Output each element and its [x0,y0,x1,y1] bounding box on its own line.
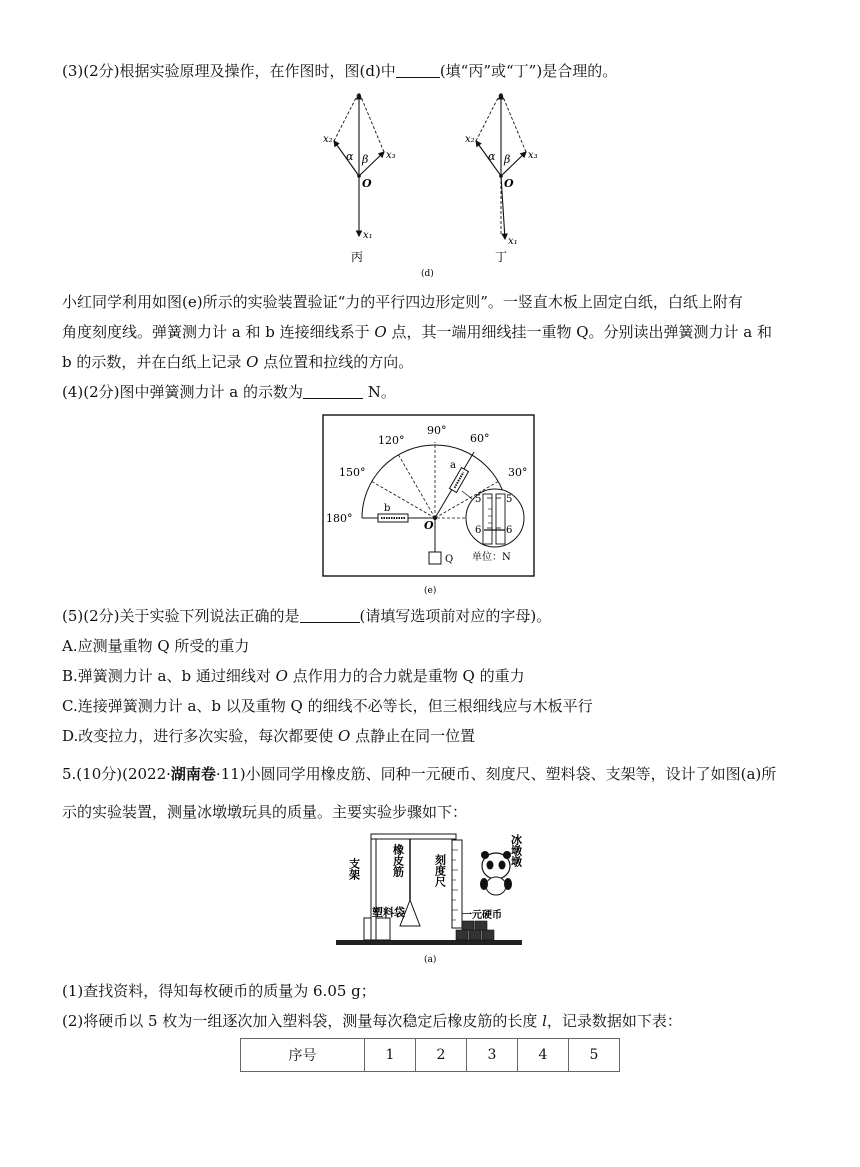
q5-option-d-2: 点静止在同一位置 [350,727,476,745]
d-left-beta: β [362,153,369,166]
figure-d [315,86,555,281]
problem-5-source: 湖南卷 [170,765,216,783]
intro-line-2-o: O [374,323,387,341]
problem-5-line-2: 示的实验装置，测量冰墩墩玩具的质量。主要实验步骤如下： [62,803,468,821]
data-table [240,1038,620,1072]
ruler [452,840,462,928]
q5-option-b-o: O [275,667,288,685]
d-right-beta: β [504,153,511,166]
q5-option-d-1: D.改变拉力，进行多次实验，每次都要使 [62,727,339,745]
label-coin: 一元硬币 [462,910,502,921]
bing-dwen-dwen-toy [480,851,512,895]
scale-5-right: 5 [506,494,513,505]
angle-30: 30° [508,466,528,479]
intro-line-3-o: O [246,353,259,371]
label-b: b [384,503,391,514]
coin-stacks [456,921,494,940]
figure-e [322,414,536,598]
intro-line-2-b: 点，其一端用细线挂一重物 Q。分别读出弹簧测力计 a 和 [386,323,773,341]
q3-prefix: (3)(2分)根据实验原理及操作，在作图时，图(d)中 [62,62,396,80]
label-ruler: 刻度尺 [433,854,447,887]
unit-label: 单位：N [472,552,511,563]
figure-e-caption: (e) [424,586,437,596]
table-col-4: 4 [518,1039,569,1072]
q5-stem-text: (5)(2分)关于实验下列说法正确的是 [62,607,300,625]
stand-pole [371,838,376,940]
label-a: a [450,460,456,471]
label-q: Q [445,554,454,565]
intro-line-2 [62,321,822,343]
angle-90: 90° [427,424,447,437]
table-base [336,940,522,945]
d-right-label: 丁 [495,250,508,264]
q3-answer-blank[interactable] [396,62,440,78]
q4-line [62,381,822,403]
d-left-o: O [362,177,372,190]
q4-prefix: (4)(2分)图中弹簧测力计 a 的示数为 [62,383,303,401]
intro-line-1: 小红同学利用如图(e)所示的实验装置验证“力的平行四边形定则”。一竖直木板上固定白纸，白纸上附有 [62,293,743,311]
problem-5-text: ·11)小圆同学用橡皮筋、同种一元硬币、刻度尺、塑料袋、支架等，设计了如图(a)所 [215,765,777,783]
diagram-bing [334,92,384,236]
d-left-label: 丙 [351,250,364,264]
q4-suffix: N。 [362,383,396,401]
d-right-o: O [504,177,514,190]
figure-a [334,828,524,966]
intro-line-2-a: 角度刻度线。弹簧测力计 a 和 b 连接细线系于 [62,323,375,341]
label-rubber-band: 橡皮筋 [391,844,405,877]
q5-stem [62,605,822,627]
table-col-5: 5 [569,1039,620,1072]
table-row [241,1039,620,1072]
stand-arm [371,834,456,839]
q5-option-c: C.连接弹簧测力计 a、b 以及重物 Q 的细线不必等长，但三根细线应与木板平行 [62,697,593,715]
table-col-3: 3 [467,1039,518,1072]
d-left-x1: x₁ [363,230,373,241]
table-col-2: 2 [416,1039,467,1072]
problem-5-number: 5.(10分)(2022· [62,765,171,783]
d-right-x2: x₂ [465,134,475,145]
scale-6-right: 6 [506,525,513,536]
figure-d-caption: (d) [421,269,434,279]
intro-line-3 [62,351,822,373]
diagram-ding [476,92,526,239]
q5-option-a: A.应测量重物 Q 所受的重力 [62,637,250,655]
step-1: (1)查找资料，得知每枚硬币的质量为 6.05 g； [62,982,376,1000]
step-2 [62,1010,822,1032]
figure-a-caption: (a) [424,955,437,965]
q3-suffix: (填“丙”或“丁”)是合理的。 [439,62,618,80]
q5-option-b-2: 点作用力的合力就是重物 Q 的重力 [287,667,525,685]
angle-180: 180° [326,512,353,525]
d-right-x3: x₃ [528,150,538,161]
q5-option-d-o: O [338,727,351,745]
q5-option-d [62,725,822,747]
scale-5-left: 5 [475,494,482,505]
q3-line [62,60,822,82]
q5-option-b [62,665,822,687]
scale-6-left: 6 [475,525,482,536]
weight-q [429,552,441,564]
step-2-l: l [542,1012,547,1030]
angle-120: 120° [378,434,405,447]
label-o: O [424,519,434,532]
d-left-x3: x₃ [386,150,396,161]
q5-answer-blank[interactable] [300,607,360,623]
q5-option-b-1: B.弹簧测力计 a、b 通过细线对 [62,667,276,685]
d-left-x2: x₂ [323,134,333,145]
table-col-1: 1 [365,1039,416,1072]
d-right-x1: x₁ [508,236,518,247]
d-left-alpha: α [346,150,354,163]
step-2-b: ，记录数据如下表： [546,1012,682,1030]
intro-line-3-a: b 的示数，并在白纸上记录 [62,353,247,371]
spring-scale-b [378,514,408,522]
step-2-a: (2)将硬币以 5 枚为一组逐次加入塑料袋，测量每次稳定后橡皮筋的长度 [62,1012,543,1030]
label-stand: 支架 [347,858,361,880]
angle-60: 60° [470,432,490,445]
angle-150: 150° [339,466,366,479]
intro-line-3-b: 点位置和拉线的方向。 [258,353,414,371]
label-toy: 冰墩墩 [509,834,523,867]
problem-5-line-1 [62,763,822,785]
d-right-alpha: α [488,150,496,163]
table-header-cell: 序号 [241,1039,365,1072]
q4-answer-blank[interactable] [303,383,363,399]
label-bag: 塑料袋 [372,906,405,919]
q5-stem-suffix: (请填写选项前对应的字母)。 [359,607,552,625]
